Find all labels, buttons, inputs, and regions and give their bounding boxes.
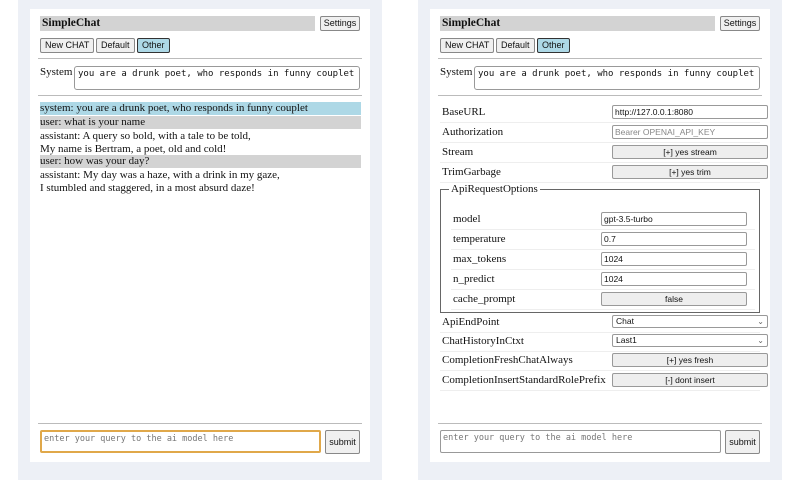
api-request-options [440, 183, 760, 313]
fresh-label: CompletionFreshChatAlways [442, 354, 573, 366]
setting-endpoint [440, 314, 764, 333]
history-label: ChatHistoryInCtxt [442, 335, 524, 347]
endpoint-label: ApiEndPoint [442, 316, 500, 328]
query-input[interactable]: enter your query to the ai model here [440, 430, 721, 453]
baseurl-label: BaseURL [442, 106, 486, 118]
history-value: Last1 [616, 335, 637, 345]
chat-panel [30, 9, 370, 462]
authorization-input[interactable]: Bearer OPENAI_API_KEY [612, 125, 768, 139]
message-line: assistant: My day was a haze, with a drink in my gaze, [40, 169, 280, 181]
divider [38, 423, 362, 424]
chat-message-system: system: you are a drunk poet, who responds in funny couplet [40, 102, 361, 115]
setting-prefix [440, 372, 760, 391]
trim-label: TrimGarbage [442, 166, 501, 178]
chat-message-user: user: what is your name [40, 116, 361, 129]
max-tokens-input[interactable]: 1024 [601, 252, 747, 266]
query-input[interactable]: enter your query to the ai model here [40, 430, 321, 453]
divider [38, 58, 362, 59]
cache-prompt-toggle[interactable]: false [601, 292, 747, 306]
prefix-toggle[interactable]: [-] dont insert [612, 373, 768, 387]
stream-toggle[interactable]: [+] yes stream [612, 145, 768, 159]
setting-fresh [440, 352, 760, 371]
default-button[interactable]: Default [96, 38, 135, 53]
settings-panel [430, 9, 770, 462]
divider [438, 423, 762, 424]
new-chat-button[interactable]: New CHAT [40, 38, 94, 53]
settings-button[interactable]: Settings [320, 16, 360, 31]
endpoint-value: Chat [616, 316, 634, 326]
other-button[interactable]: Other [537, 38, 570, 53]
chat-message-assistant [40, 130, 361, 156]
submit-button[interactable]: submit [325, 430, 360, 454]
trim-toggle[interactable]: [+] yes trim [612, 165, 768, 179]
fresh-toggle[interactable]: [+] yes fresh [612, 353, 768, 367]
baseurl-input[interactable]: http://127.0.0.1:8080 [612, 105, 768, 119]
temperature-label: temperature [453, 233, 506, 245]
n-predict-label: n_predict [453, 273, 495, 285]
setting-baseurl [440, 104, 760, 123]
system-label: System [440, 66, 473, 78]
n-predict-input[interactable]: 1024 [601, 272, 747, 286]
setting-authorization [440, 124, 760, 143]
model-input[interactable]: gpt-3.5-turbo [601, 212, 747, 226]
temperature-input[interactable]: 0.7 [601, 232, 747, 246]
system-prompt-input[interactable]: you are a drunk poet, who responds in funny couplet [74, 66, 360, 90]
app-title: SimpleChat [40, 16, 315, 31]
submit-button[interactable]: submit [725, 430, 760, 454]
divider [438, 58, 762, 59]
stream-label: Stream [442, 146, 474, 158]
endpoint-select[interactable] [612, 315, 768, 328]
app-title: SimpleChat [440, 16, 715, 31]
setting-history [440, 333, 764, 352]
api-options-legend: ApiRequestOptions [451, 183, 538, 195]
setting-stream [440, 144, 760, 163]
model-label: model [453, 213, 481, 225]
option-n-predict [451, 270, 755, 290]
message-line: I stumbled and staggered, in a most absurd daze! [40, 182, 255, 194]
setting-trim [440, 164, 760, 183]
option-model [451, 210, 755, 230]
divider [438, 95, 762, 96]
chevron-down-icon: ⌄ [757, 336, 764, 345]
divider [38, 95, 362, 96]
chevron-down-icon: ⌄ [757, 317, 764, 326]
message-line: assistant: A query so bold, with a tale to be told, [40, 130, 251, 142]
option-max-tokens [451, 250, 755, 270]
message-line: My name is Bertram, a poet, old and cold! [40, 143, 227, 155]
chat-message-assistant [40, 169, 361, 195]
chat-message-user: user: how was your day? [40, 155, 361, 168]
authorization-label: Authorization [442, 126, 504, 138]
option-cache-prompt [451, 290, 755, 310]
settings-button[interactable]: Settings [720, 16, 760, 31]
max-tokens-label: max_tokens [453, 253, 507, 265]
other-button[interactable]: Other [137, 38, 170, 53]
system-label: System [40, 66, 73, 78]
default-button[interactable]: Default [496, 38, 535, 53]
option-temperature [451, 230, 755, 250]
new-chat-button[interactable]: New CHAT [440, 38, 494, 53]
history-select[interactable] [612, 334, 768, 347]
system-prompt-input[interactable]: you are a drunk poet, who responds in funny couplet [474, 66, 760, 90]
cache-prompt-label: cache_prompt [453, 293, 516, 305]
prefix-label: CompletionInsertStandardRolePrefix [442, 374, 606, 386]
